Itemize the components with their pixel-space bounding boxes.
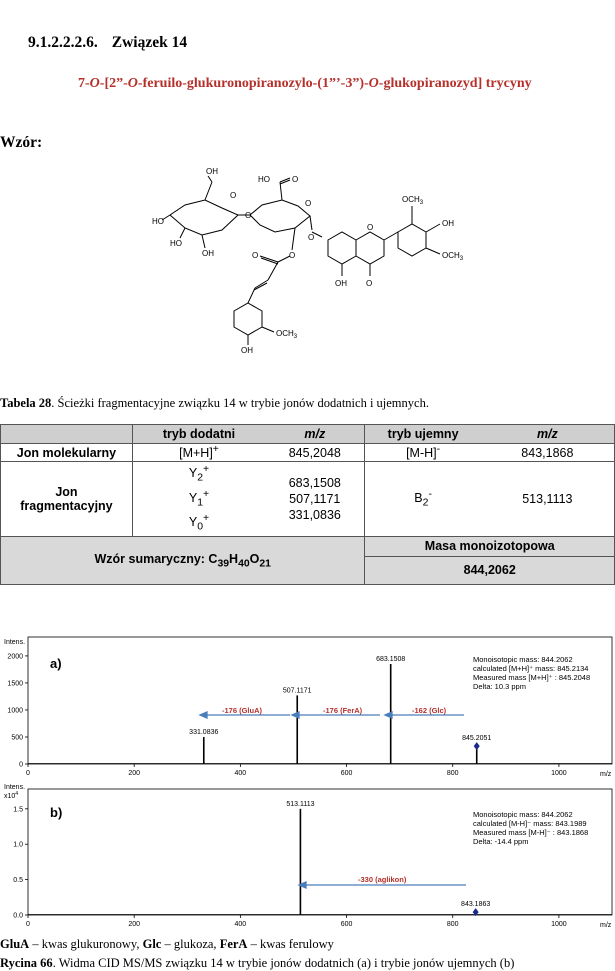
name-italic: O [368, 76, 379, 91]
label-oh: OH [202, 249, 214, 258]
figure-caption-text: . Widma CID MS/MS związku 14 w trybie jonów dodatnich (a) i trybie jonów ujemnych (b) [52, 956, 515, 970]
name-italic: O [127, 76, 138, 91]
legend-text: – kwas ferulowy [247, 937, 334, 951]
frag-pos-ions: $Y_2^+$ $Y_1^+$ $Y_0^+$ [132, 462, 265, 537]
table-row [1, 536, 615, 556]
x-tick-label: 0 [26, 770, 30, 777]
table-label: Tabela 28 [0, 396, 52, 410]
x-tick-label: 600 [340, 770, 353, 777]
section-heading [28, 34, 187, 52]
info-box [473, 655, 590, 691]
spectrum-b [0, 781, 615, 931]
formula-heading: Wzór: [0, 134, 43, 151]
x-tick-label: 1000 [551, 921, 567, 928]
peak-label: 683.1508 [376, 656, 406, 664]
label-o: O [292, 175, 299, 184]
header-empty [1, 425, 133, 444]
table-row [1, 462, 615, 537]
table-caption-text: . Ścieżki fragmentacyjne związku 14 w trybie jonów dodatnich i ujemnych. [51, 396, 429, 410]
legend-abbr: Glc [142, 937, 162, 951]
info-line: calculated [M-H]⁻ mass: 843.1989 [473, 819, 587, 828]
table-row [1, 444, 615, 462]
label-oh: OH [335, 279, 347, 288]
legend-text: – glukoza, [161, 937, 220, 951]
x-unit: m/z [600, 922, 612, 929]
name-italic: O [89, 76, 100, 91]
info-line: Delta: -14.4 ppm [473, 837, 529, 846]
label-oh: OH [206, 167, 218, 176]
spectrum-a [0, 634, 615, 780]
y-tick-label: 2000 [7, 653, 23, 661]
y-tick-label: 1000 [7, 707, 23, 715]
info-line: Monoisotopic mass: 844.2062 [473, 810, 573, 819]
arrow-label: -176 (FerA) [323, 706, 363, 715]
mol-pos-mz: 845,2048 [265, 444, 365, 462]
label-o: O [308, 233, 315, 242]
y-tick-label: 1500 [7, 680, 23, 688]
peak-label: 843.1863 [461, 901, 491, 909]
label-och3: $OCH_3$ [402, 195, 424, 206]
x-tick-label: 400 [234, 921, 247, 928]
name-part: -[2”- [99, 76, 128, 91]
peak-label: 331.0836 [189, 728, 219, 736]
info-box [473, 810, 588, 846]
summary-formula: Wzór sumaryczny: $C_{39}H_{40}O_{21}$ [1, 536, 365, 584]
y-title: Intens. [4, 784, 26, 791]
label-o: O [245, 211, 252, 220]
label-o: O [252, 251, 259, 260]
arrow-label: -330 (aglikon) [358, 875, 407, 884]
name-part: -glukopiranozyd] trycyny [378, 76, 532, 91]
header-negative: tryb ujemny [365, 425, 481, 444]
y-tick-label: 1.0 [13, 841, 23, 849]
label-o: O [366, 279, 373, 288]
label-oh: OH [442, 219, 454, 228]
legend-text: – kwas glukuronowy, [29, 937, 143, 951]
mol-neg-mz: 843,1868 [481, 444, 615, 462]
x-unit: m/z [600, 771, 612, 778]
mol-pos-ion: [M+H]+ [132, 444, 265, 462]
peak-label: 507.1171 [282, 687, 312, 695]
panel-label: b) [50, 805, 63, 820]
info-line: Measured mass [M-H]⁻ : 843.1868 [473, 828, 589, 837]
molecular-ion-label: Jon molekularny [1, 444, 133, 462]
y-exponent: $x10^4$ [4, 791, 19, 800]
name-part: 7- [78, 76, 90, 91]
x-tick-label: 800 [446, 921, 459, 928]
info-line: calculated [M+H]⁺ mass: 845.2134 [473, 664, 589, 673]
label-o: O [305, 199, 312, 208]
info-line: Monoisotopic mass: 844.2062 [473, 655, 573, 664]
y-tick-label: 0 [19, 761, 23, 769]
compound-name [78, 76, 532, 92]
table-header-row [1, 425, 615, 444]
header-mz: m/z [265, 425, 365, 444]
label-o: O [230, 191, 237, 200]
abbreviation-legend [0, 937, 334, 952]
x-tick-label: 1000 [551, 770, 567, 777]
plot-frame [28, 789, 612, 915]
label-och3: $OCH_3$ [276, 329, 298, 340]
mol-neg-ion: [M-H]- [365, 444, 481, 462]
section-number: 9.1.2.2.2.6. [28, 34, 98, 51]
fragmentation-table [0, 424, 615, 585]
label-ho: HO [170, 239, 182, 248]
frag-pos-mz: 683,1508 507,1171 331,0836 [265, 462, 365, 537]
label-ho: HO [258, 175, 270, 184]
x-tick-label: 200 [128, 921, 141, 928]
y-tick-label: 0.0 [13, 912, 23, 920]
arrow-label: -176 (GluA) [222, 706, 263, 715]
peak-label: 845.2051 [462, 735, 492, 743]
info-line: Measured mass [M+H]⁺ : 845.2048 [473, 673, 591, 682]
info-line: Delta: 10.3 ppm [473, 682, 526, 691]
table-caption [0, 396, 429, 411]
mono-mass-label: Masa monoizotopowa [365, 536, 615, 556]
mono-mass-value: 844,2062 [365, 556, 615, 584]
frag-neg-mz: 513,1113 [481, 462, 615, 537]
y-tick-label: 500 [11, 734, 23, 742]
fragment-ion-label: Jon fragmentacyjny [1, 462, 133, 537]
section-title: Związek 14 [111, 34, 188, 51]
label-oh: OH [241, 346, 253, 355]
frag-neg-ion: $B_2^-$ [365, 462, 481, 537]
legend-abbr: FerA [219, 937, 248, 951]
label-och3: $OCH_3$ [442, 251, 464, 262]
header-positive: tryb dodatni [132, 425, 265, 444]
x-tick-label: 800 [446, 770, 459, 777]
y-tick-label: 1.5 [13, 806, 23, 814]
peak-label: 513.1113 [286, 800, 315, 808]
y-tick-label: 0.5 [13, 877, 23, 885]
header-mz: m/z [481, 425, 615, 444]
legend-abbr: GluA [0, 937, 30, 951]
chemical-structure [150, 160, 490, 355]
x-tick-label: 0 [26, 921, 30, 928]
panel-label: a) [50, 656, 62, 671]
figure-label: Rycina 66 [0, 956, 53, 970]
x-tick-label: 400 [234, 770, 247, 777]
name-part: -feruilo-glukuronopiranozylo-(1”’-3”)- [137, 76, 369, 91]
precursor-marker [474, 742, 480, 750]
x-tick-label: 200 [128, 770, 141, 777]
x-tick-label: 600 [340, 921, 353, 928]
y-title: Intens. [4, 639, 26, 646]
arrow-label: -162 (Glc) [412, 706, 447, 715]
label-o: O [367, 223, 374, 232]
label-o: O [289, 251, 296, 260]
label-ho: HO [152, 217, 164, 226]
